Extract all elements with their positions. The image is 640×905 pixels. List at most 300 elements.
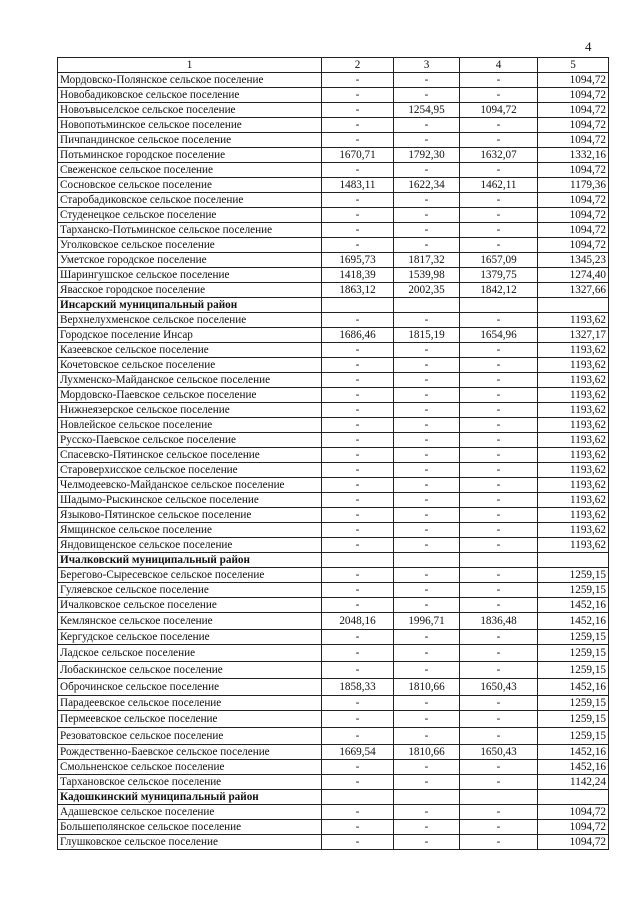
value-col-5: 1259,15 (538, 630, 609, 645)
table-row (58, 613, 609, 630)
empty-cell (538, 553, 609, 568)
value-col-2: - (322, 373, 394, 388)
settlement-name: Шадымо-Рыскинское сельское поселение (58, 493, 322, 508)
value-col-3: - (394, 418, 460, 433)
value-col-5: 1094,72 (538, 118, 609, 133)
value-col-5: 1259,15 (538, 583, 609, 598)
table-row (58, 223, 609, 238)
value-col-3: - (394, 805, 460, 820)
table-row (58, 283, 609, 298)
table-row (58, 805, 609, 820)
value-col-4: 1650,43 (460, 679, 538, 696)
value-col-2: - (322, 463, 394, 478)
value-col-5: 1332,16 (538, 148, 609, 163)
settlement-name: Языково-Пятинское сельское поселение (58, 508, 322, 523)
value-col-5: 1327,66 (538, 283, 609, 298)
settlement-name: Смольненское сельское поселение (58, 760, 322, 775)
value-col-3: 1815,19 (394, 328, 460, 343)
value-col-5: 1193,62 (538, 373, 609, 388)
table-header-row (58, 58, 609, 73)
value-col-2: - (322, 208, 394, 223)
value-col-5: 1094,72 (538, 73, 609, 88)
settlement-name: Верхнелухменское сельское поселение (58, 313, 322, 328)
value-col-4: 1379,75 (460, 268, 538, 283)
empty-cell (394, 790, 460, 805)
value-col-2: - (322, 103, 394, 118)
value-col-2: - (322, 343, 394, 358)
settlement-name: Ладское сельское поселение (58, 645, 322, 662)
value-col-5: 1193,62 (538, 478, 609, 493)
value-col-5: 1193,62 (538, 343, 609, 358)
value-col-4: 1836,48 (460, 613, 538, 630)
value-col-2: - (322, 568, 394, 583)
table-row (58, 193, 609, 208)
table-row (58, 493, 609, 508)
value-col-3: - (394, 662, 460, 679)
value-col-2: - (322, 760, 394, 775)
value-col-5: 1452,16 (538, 679, 609, 696)
value-col-4: - (460, 223, 538, 238)
table-row (58, 448, 609, 463)
value-col-5: 1345,23 (538, 253, 609, 268)
empty-cell (322, 298, 394, 313)
table-row (58, 523, 609, 538)
table-row (58, 775, 609, 790)
value-col-4: - (460, 568, 538, 583)
value-col-3: - (394, 568, 460, 583)
settlement-name: Рождественно-Баевское сельское поселение (58, 745, 322, 760)
value-col-3: 1996,71 (394, 613, 460, 630)
value-col-5: 1193,62 (538, 538, 609, 553)
value-col-5: 1094,72 (538, 208, 609, 223)
table-row (58, 679, 609, 696)
value-col-4: - (460, 88, 538, 103)
empty-cell (394, 298, 460, 313)
value-col-2: - (322, 73, 394, 88)
value-col-4: - (460, 373, 538, 388)
value-col-4: - (460, 208, 538, 223)
value-col-4: - (460, 728, 538, 745)
value-col-2: - (322, 508, 394, 523)
settlement-name: Резоватовское сельское поселение (58, 728, 322, 745)
value-col-5: 1094,72 (538, 223, 609, 238)
value-col-4: - (460, 403, 538, 418)
value-col-4: - (460, 711, 538, 728)
value-col-2: - (322, 728, 394, 745)
value-col-3: 1792,30 (394, 148, 460, 163)
table-row (58, 388, 609, 403)
settlement-name: Шарингушское сельское поселение (58, 268, 322, 283)
value-col-2: - (322, 118, 394, 133)
value-col-5: 1179,36 (538, 178, 609, 193)
settlement-name: Ямщинское сельское поселение (58, 523, 322, 538)
value-col-4: - (460, 696, 538, 711)
header-col-5: 5 (538, 58, 609, 73)
settlement-name: Яндовищенское сельское поселение (58, 538, 322, 553)
value-col-2: - (322, 662, 394, 679)
value-col-3: - (394, 775, 460, 790)
value-col-5: 1193,62 (538, 523, 609, 538)
table-row (58, 208, 609, 223)
table-row (58, 133, 609, 148)
table-row (58, 253, 609, 268)
table-row (58, 238, 609, 253)
district-header-row (58, 298, 609, 313)
table-row (58, 73, 609, 88)
value-col-5: 1452,16 (538, 745, 609, 760)
table-body (58, 73, 609, 850)
value-col-5: 1193,62 (538, 418, 609, 433)
table-row (58, 478, 609, 493)
value-col-2: - (322, 493, 394, 508)
value-col-4: 1094,72 (460, 103, 538, 118)
value-col-5: 1259,15 (538, 568, 609, 583)
value-col-4: 1657,09 (460, 253, 538, 268)
value-col-3: 2002,35 (394, 283, 460, 298)
value-col-4: - (460, 630, 538, 645)
value-col-2: 1418,39 (322, 268, 394, 283)
value-col-3: - (394, 193, 460, 208)
settlement-name: Русско-Паевское сельское поселение (58, 433, 322, 448)
value-col-4: - (460, 358, 538, 373)
value-col-2: - (322, 805, 394, 820)
value-col-5: 1193,62 (538, 358, 609, 373)
value-col-3: - (394, 163, 460, 178)
value-col-5: 1094,72 (538, 820, 609, 835)
value-col-3: 1810,66 (394, 745, 460, 760)
value-col-2: 1863,12 (322, 283, 394, 298)
value-col-5: 1452,16 (538, 613, 609, 630)
value-col-2: 1669,54 (322, 745, 394, 760)
value-col-3: - (394, 238, 460, 253)
settlement-name: Городское поселение Инсар (58, 328, 322, 343)
value-col-4: - (460, 775, 538, 790)
value-col-2: - (322, 433, 394, 448)
table-row (58, 835, 609, 850)
settlement-name: Казеевское сельское поселение (58, 343, 322, 358)
value-col-2: 1670,71 (322, 148, 394, 163)
value-col-2: - (322, 193, 394, 208)
value-col-3: - (394, 463, 460, 478)
empty-cell (460, 298, 538, 313)
table-row (58, 433, 609, 448)
value-col-4: - (460, 73, 538, 88)
value-col-2: 1858,33 (322, 679, 394, 696)
settlement-name: Студенецкое сельское поселение (58, 208, 322, 223)
settlement-name: Мордовско-Полянское сельское поселение (58, 73, 322, 88)
value-col-2: 1686,46 (322, 328, 394, 343)
value-col-4: - (460, 133, 538, 148)
settlement-name: Тарханско-Потьминское сельское поселение (58, 223, 322, 238)
settlement-name: Челмодеевско-Майданское сельское поселение (58, 478, 322, 493)
value-col-4: - (460, 662, 538, 679)
district-name: Ичалковский муниципальный район (58, 553, 322, 568)
value-col-5: 1193,62 (538, 508, 609, 523)
value-col-5: 1259,15 (538, 711, 609, 728)
district-name: Инсарский муниципальный район (58, 298, 322, 313)
table-row (58, 696, 609, 711)
value-col-4: - (460, 193, 538, 208)
value-col-5: 1259,15 (538, 662, 609, 679)
table-row (58, 568, 609, 583)
value-col-4: - (460, 820, 538, 835)
settlement-name: Глушковское сельское поселение (58, 835, 322, 850)
value-col-4: - (460, 508, 538, 523)
value-col-4: 1632,07 (460, 148, 538, 163)
value-col-3: 1622,34 (394, 178, 460, 193)
settlement-name: Новобадиковское сельское поселение (58, 88, 322, 103)
value-col-4: 1650,43 (460, 745, 538, 760)
table-row (58, 268, 609, 283)
settlement-name: Ичалковское сельское поселение (58, 598, 322, 613)
value-col-5: 1193,62 (538, 493, 609, 508)
value-col-3: - (394, 583, 460, 598)
settlement-name: Уметское городское поселение (58, 253, 322, 268)
value-col-2: - (322, 418, 394, 433)
value-col-2: - (322, 88, 394, 103)
value-col-3: - (394, 133, 460, 148)
value-col-2: - (322, 523, 394, 538)
value-col-4: - (460, 478, 538, 493)
table-row (58, 418, 609, 433)
table-row (58, 163, 609, 178)
settlement-name: Гуляевское сельское поселение (58, 583, 322, 598)
settlement-name: Кергудское сельское поселение (58, 630, 322, 645)
value-col-3: - (394, 728, 460, 745)
value-col-4: - (460, 805, 538, 820)
empty-cell (322, 790, 394, 805)
table-row (58, 745, 609, 760)
value-col-2: - (322, 163, 394, 178)
settlement-name: Оброчинское сельское поселение (58, 679, 322, 696)
settlement-name: Большеполянское сельское поселение (58, 820, 322, 835)
value-col-2: - (322, 538, 394, 553)
empty-cell (538, 298, 609, 313)
value-col-5: 1193,62 (538, 448, 609, 463)
table-row (58, 728, 609, 745)
value-col-2: - (322, 448, 394, 463)
table-row (58, 313, 609, 328)
settlement-name: Потьминское городское поселение (58, 148, 322, 163)
empty-cell (322, 553, 394, 568)
settlement-name: Кемлянское сельское поселение (58, 613, 322, 630)
value-col-4: - (460, 238, 538, 253)
value-col-2: - (322, 820, 394, 835)
value-col-3: - (394, 598, 460, 613)
value-col-2: - (322, 630, 394, 645)
table-row (58, 662, 609, 679)
value-col-3: - (394, 208, 460, 223)
value-col-5: 1094,72 (538, 805, 609, 820)
table-row (58, 760, 609, 775)
empty-cell (460, 790, 538, 805)
value-col-3: - (394, 313, 460, 328)
value-col-3: - (394, 373, 460, 388)
value-col-4: - (460, 388, 538, 403)
table-row (58, 645, 609, 662)
value-col-4: - (460, 463, 538, 478)
value-col-4: - (460, 598, 538, 613)
value-col-5: 1193,62 (538, 388, 609, 403)
value-col-2: - (322, 775, 394, 790)
table-row (58, 358, 609, 373)
value-col-3: - (394, 508, 460, 523)
value-col-2: - (322, 711, 394, 728)
value-col-3: - (394, 403, 460, 418)
value-col-5: 1259,15 (538, 728, 609, 745)
value-col-3: - (394, 88, 460, 103)
value-col-4: 1842,12 (460, 283, 538, 298)
value-col-5: 1142,24 (538, 775, 609, 790)
settlement-name: Парадеевское сельское поселение (58, 696, 322, 711)
value-col-3: - (394, 118, 460, 133)
value-col-2: - (322, 583, 394, 598)
value-col-4: - (460, 538, 538, 553)
value-col-5: 1094,72 (538, 103, 609, 118)
table-row (58, 343, 609, 358)
value-col-5: 1193,62 (538, 313, 609, 328)
value-col-5: 1094,72 (538, 238, 609, 253)
value-col-5: 1274,40 (538, 268, 609, 283)
value-col-2: - (322, 835, 394, 850)
value-col-4: - (460, 343, 538, 358)
value-col-4: - (460, 418, 538, 433)
settlement-name: Лобаскинское сельское поселение (58, 662, 322, 679)
value-col-5: 1094,72 (538, 88, 609, 103)
table-row (58, 178, 609, 193)
settlement-name: Нижнеязерское сельское поселение (58, 403, 322, 418)
district-header-row (58, 790, 609, 805)
value-col-2: - (322, 238, 394, 253)
value-col-4: - (460, 118, 538, 133)
value-col-4: - (460, 645, 538, 662)
table-row (58, 373, 609, 388)
value-col-2: 1695,73 (322, 253, 394, 268)
value-col-3: - (394, 820, 460, 835)
value-col-2: - (322, 313, 394, 328)
value-col-5: 1259,15 (538, 645, 609, 662)
value-col-2: - (322, 403, 394, 418)
header-col-2: 2 (322, 58, 394, 73)
value-col-3: 1817,32 (394, 253, 460, 268)
settlement-name: Мордовско-Паевское сельское поселение (58, 388, 322, 403)
value-col-2: - (322, 388, 394, 403)
value-col-4: - (460, 163, 538, 178)
value-col-5: 1193,62 (538, 463, 609, 478)
settlement-name: Кочетовское сельское поселение (58, 358, 322, 373)
value-col-2: 1483,11 (322, 178, 394, 193)
table-row (58, 148, 609, 163)
table-row (58, 711, 609, 728)
value-col-3: - (394, 645, 460, 662)
district-header-row (58, 553, 609, 568)
value-col-3: - (394, 630, 460, 645)
value-col-5: 1094,72 (538, 835, 609, 850)
table-row (58, 583, 609, 598)
table-row (58, 328, 609, 343)
table-row (58, 118, 609, 133)
value-col-5: 1452,16 (538, 760, 609, 775)
settlement-name: Тархановское сельское поселение (58, 775, 322, 790)
settlement-name: Новлейское сельское поселение (58, 418, 322, 433)
value-col-4: - (460, 313, 538, 328)
value-col-2: - (322, 358, 394, 373)
value-col-3: 1539,98 (394, 268, 460, 283)
value-col-3: - (394, 433, 460, 448)
value-col-3: - (394, 343, 460, 358)
table-row (58, 103, 609, 118)
settlement-name: Лухменско-Майданское сельское поселение (58, 373, 322, 388)
settlement-name: Явасское городское поселение (58, 283, 322, 298)
value-col-3: - (394, 493, 460, 508)
value-col-3: - (394, 448, 460, 463)
table-row (58, 508, 609, 523)
value-col-2: 2048,16 (322, 613, 394, 630)
empty-cell (460, 553, 538, 568)
value-col-3: - (394, 73, 460, 88)
value-col-3: - (394, 711, 460, 728)
settlement-name: Сосновское сельское поселение (58, 178, 322, 193)
empty-cell (538, 790, 609, 805)
table-row (58, 538, 609, 553)
settlement-name: Спасевско-Пятинское сельское поселение (58, 448, 322, 463)
value-col-4: - (460, 760, 538, 775)
value-col-5: 1259,15 (538, 696, 609, 711)
table-row (58, 403, 609, 418)
value-col-3: - (394, 835, 460, 850)
tariff-table (57, 57, 609, 850)
settlement-name: Пичпандинское сельское поселение (58, 133, 322, 148)
district-name: Кадошкинский муниципальный район (58, 790, 322, 805)
settlement-name: Пермеевское сельское поселение (58, 711, 322, 728)
value-col-5: 1327,17 (538, 328, 609, 343)
empty-cell (394, 553, 460, 568)
header-col-4: 4 (460, 58, 538, 73)
value-col-4: - (460, 448, 538, 463)
table-row (58, 630, 609, 645)
value-col-3: 1810,66 (394, 679, 460, 696)
value-col-3: - (394, 696, 460, 711)
header-col-1: 1 (58, 58, 322, 73)
value-col-3: 1254,95 (394, 103, 460, 118)
value-col-5: 1094,72 (538, 133, 609, 148)
value-col-2: - (322, 696, 394, 711)
value-col-2: - (322, 598, 394, 613)
settlement-name: Новоъвыселское сельское поселение (58, 103, 322, 118)
value-col-2: - (322, 133, 394, 148)
value-col-4: - (460, 493, 538, 508)
table-row (58, 820, 609, 835)
value-col-3: - (394, 538, 460, 553)
settlement-name: Староверхисское сельское поселение (58, 463, 322, 478)
value-col-2: - (322, 478, 394, 493)
value-col-5: 1193,62 (538, 433, 609, 448)
value-col-4: - (460, 523, 538, 538)
value-col-4: - (460, 433, 538, 448)
settlement-name: Адашевское сельское поселение (58, 805, 322, 820)
table-row (58, 463, 609, 478)
header-col-3: 3 (394, 58, 460, 73)
value-col-5: 1452,16 (538, 598, 609, 613)
settlement-name: Уголковское сельское поселение (58, 238, 322, 253)
value-col-3: - (394, 523, 460, 538)
value-col-3: - (394, 760, 460, 775)
value-col-3: - (394, 388, 460, 403)
value-col-4: - (460, 835, 538, 850)
value-col-4: - (460, 583, 538, 598)
value-col-4: 1462,11 (460, 178, 538, 193)
value-col-2: - (322, 645, 394, 662)
